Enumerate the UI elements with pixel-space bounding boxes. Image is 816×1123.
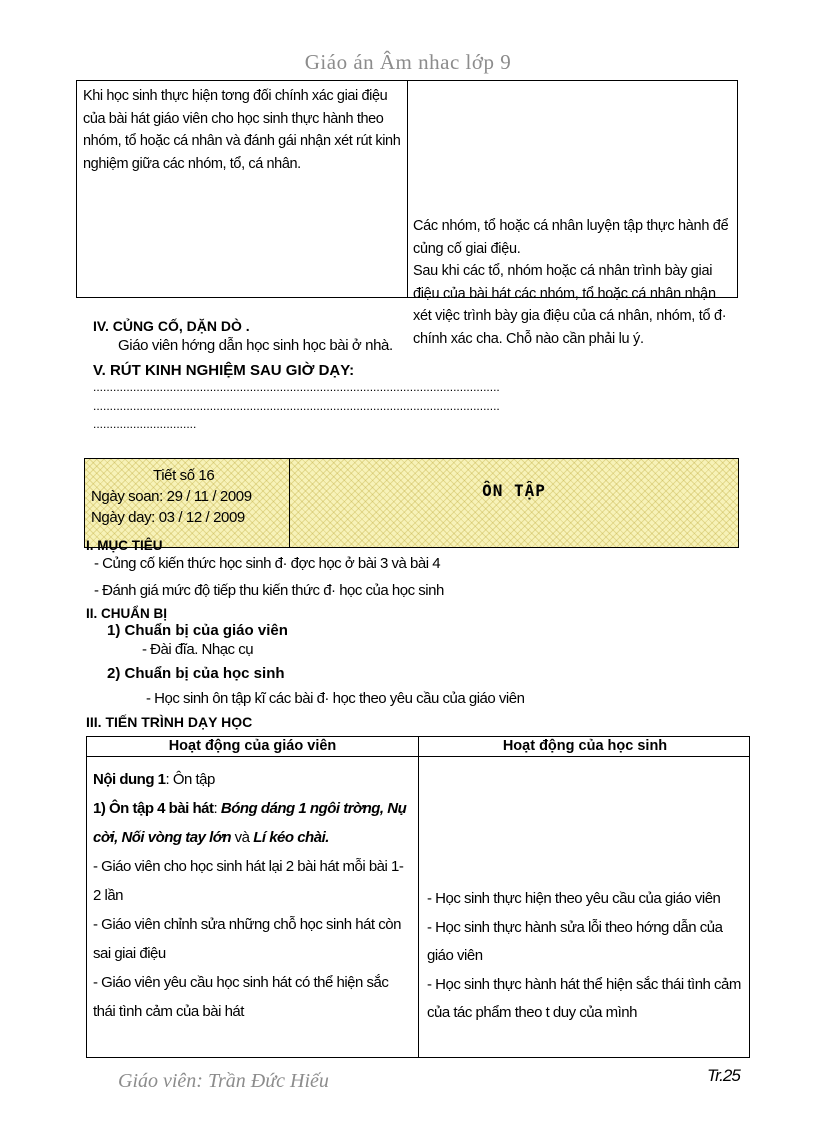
footer-page-number: Tr.25 [707,1066,740,1085]
lesson-info-box [84,458,739,548]
objective-item-1: - Củng cố kiến thức học sinh đ· đợc học ở bài 3 và bài 4 [94,555,441,572]
table-column-divider [418,737,419,1057]
review-songs [93,794,411,852]
and-word: và [231,829,254,846]
teacher-activity-cell: Khi học sinh thực hiện tơng đối chính xác giai điệu của bài hát giáo viên cho học sinh thực hành theo nhóm, tổ hoặc cá nhân và đánh gái nhận xét rút kinh nghiệm giữa các nhóm, tổ, cá nhân. [83,88,401,172]
content-label: Nội dung 1 [93,771,166,788]
section-i-title: I. MỤC TIÊU [86,538,163,553]
teacher-prep-item: - Đài đĩa. Nhạc cụ [142,641,254,658]
song-4: Lí kéo chài. [253,829,329,846]
student-item-1: - Học sinh thực hiện theo yêu cầu của giáo viên [427,890,721,907]
lesson-meta [91,465,287,528]
song-3: Nối vòng tay lớn [121,829,232,846]
student-prep-title: 2) Chuẩn bị của học sinh [107,665,285,682]
teacher-item-1: - Giáo viên cho học sinh hát lại 2 bài hát mỗi bài 1-2 lần [93,858,404,904]
review-label: 1) Ôn tập 4 bài hát [93,800,214,817]
lesson-period: Tiết số 16 [153,467,215,484]
notes-line-2: .......................................................................................................................... [93,399,500,413]
content-text: : Ôn tập [165,771,215,788]
student-item-3: - Học sinh thực hành hát thể hiện sắc thái tình cảm của tác phẩm theo t duy của mình [427,975,741,1021]
lesson-title: ÔN TẬP [482,481,546,500]
song-separator: , [114,829,122,846]
student-item-2: - Học sinh thực hành sửa lỗi theo hớng dẫn của giáo viên [427,918,723,964]
teacher-prep-title: 1) Chuẩn bị của giáo viên [107,622,288,639]
lesson-teach-date: Ngày day: 03 / 12 / 2009 [91,509,245,526]
lesson-box-divider [289,459,290,547]
lesson-prep-date: Ngày soan: 29 / 11 / 2009 [91,488,252,505]
footer-teacher-name: Giáo viên: Trần Đức Hiếu [118,1070,329,1092]
student-activity-cell: Các nhóm, tổ hoặc cá nhân luyện tập thực hành để củng cố giai điệu. Sau khi các tổ, nhóm hoặc cá nhân trình bày giai điệu của bài hát các nhóm, tổ hoặc cá nhân nhận xét việc trình bày gia điệu của cá nhân, nhóm, tổ đ· chính xác cha. Chỗ nào cần phải lu ý. [413,218,729,347]
notes-line-3: ............................... [93,417,197,431]
teacher-item-2: - Giáo viên chỉnh sửa những chỗ học sinh hát còn sai giai điệu [93,916,401,962]
student-prep-item: - Học sinh ôn tập kĩ các bài đ· học theo yêu cầu của giáo viên [146,690,525,707]
song-1: Bóng dáng 1 ngôi trờng [220,800,380,817]
section-v-title: V. RÚT KINH NGHIỆM SAU GIỜ DẠY: [93,362,355,379]
teacher-activity-column [93,765,411,1026]
objective-item-2: - Đánh giá mức độ tiếp thu kiến thức đ· học của học sinh [94,582,444,599]
notes-line-1: .......................................................................................................................... [93,380,500,394]
content-heading [93,765,411,794]
section-iv-title: IV. CỦNG CỐ, DẶN DÒ . [93,318,250,334]
section-ii-title: II. CHUẨN BỊ [86,606,167,621]
song-separator: , [379,800,388,817]
teaching-process-table [86,736,750,1058]
song-2: Nụ cời [93,800,407,846]
teacher-item-3: - Giáo viên yêu cầu học sinh hát có thể hiện sắc thái tình cảm của bài hát [93,974,389,1020]
review-colon: : [213,800,221,817]
document-header-title: Giáo án Âm nhac lớp 9 [304,50,512,74]
table-column-divider [407,81,408,297]
section-iii-title: III. TIẾN TRÌNH DẠY HỌC [86,714,253,730]
section-iv-text: Giáo viên hớng dẫn học sinh học bài ở nhà. [118,337,393,354]
student-activity-column [427,885,749,1028]
header-student-activity: Hoạt động của học sinh [502,738,668,754]
header-teacher-activity: Hoạt động của giáo viên [168,738,337,754]
